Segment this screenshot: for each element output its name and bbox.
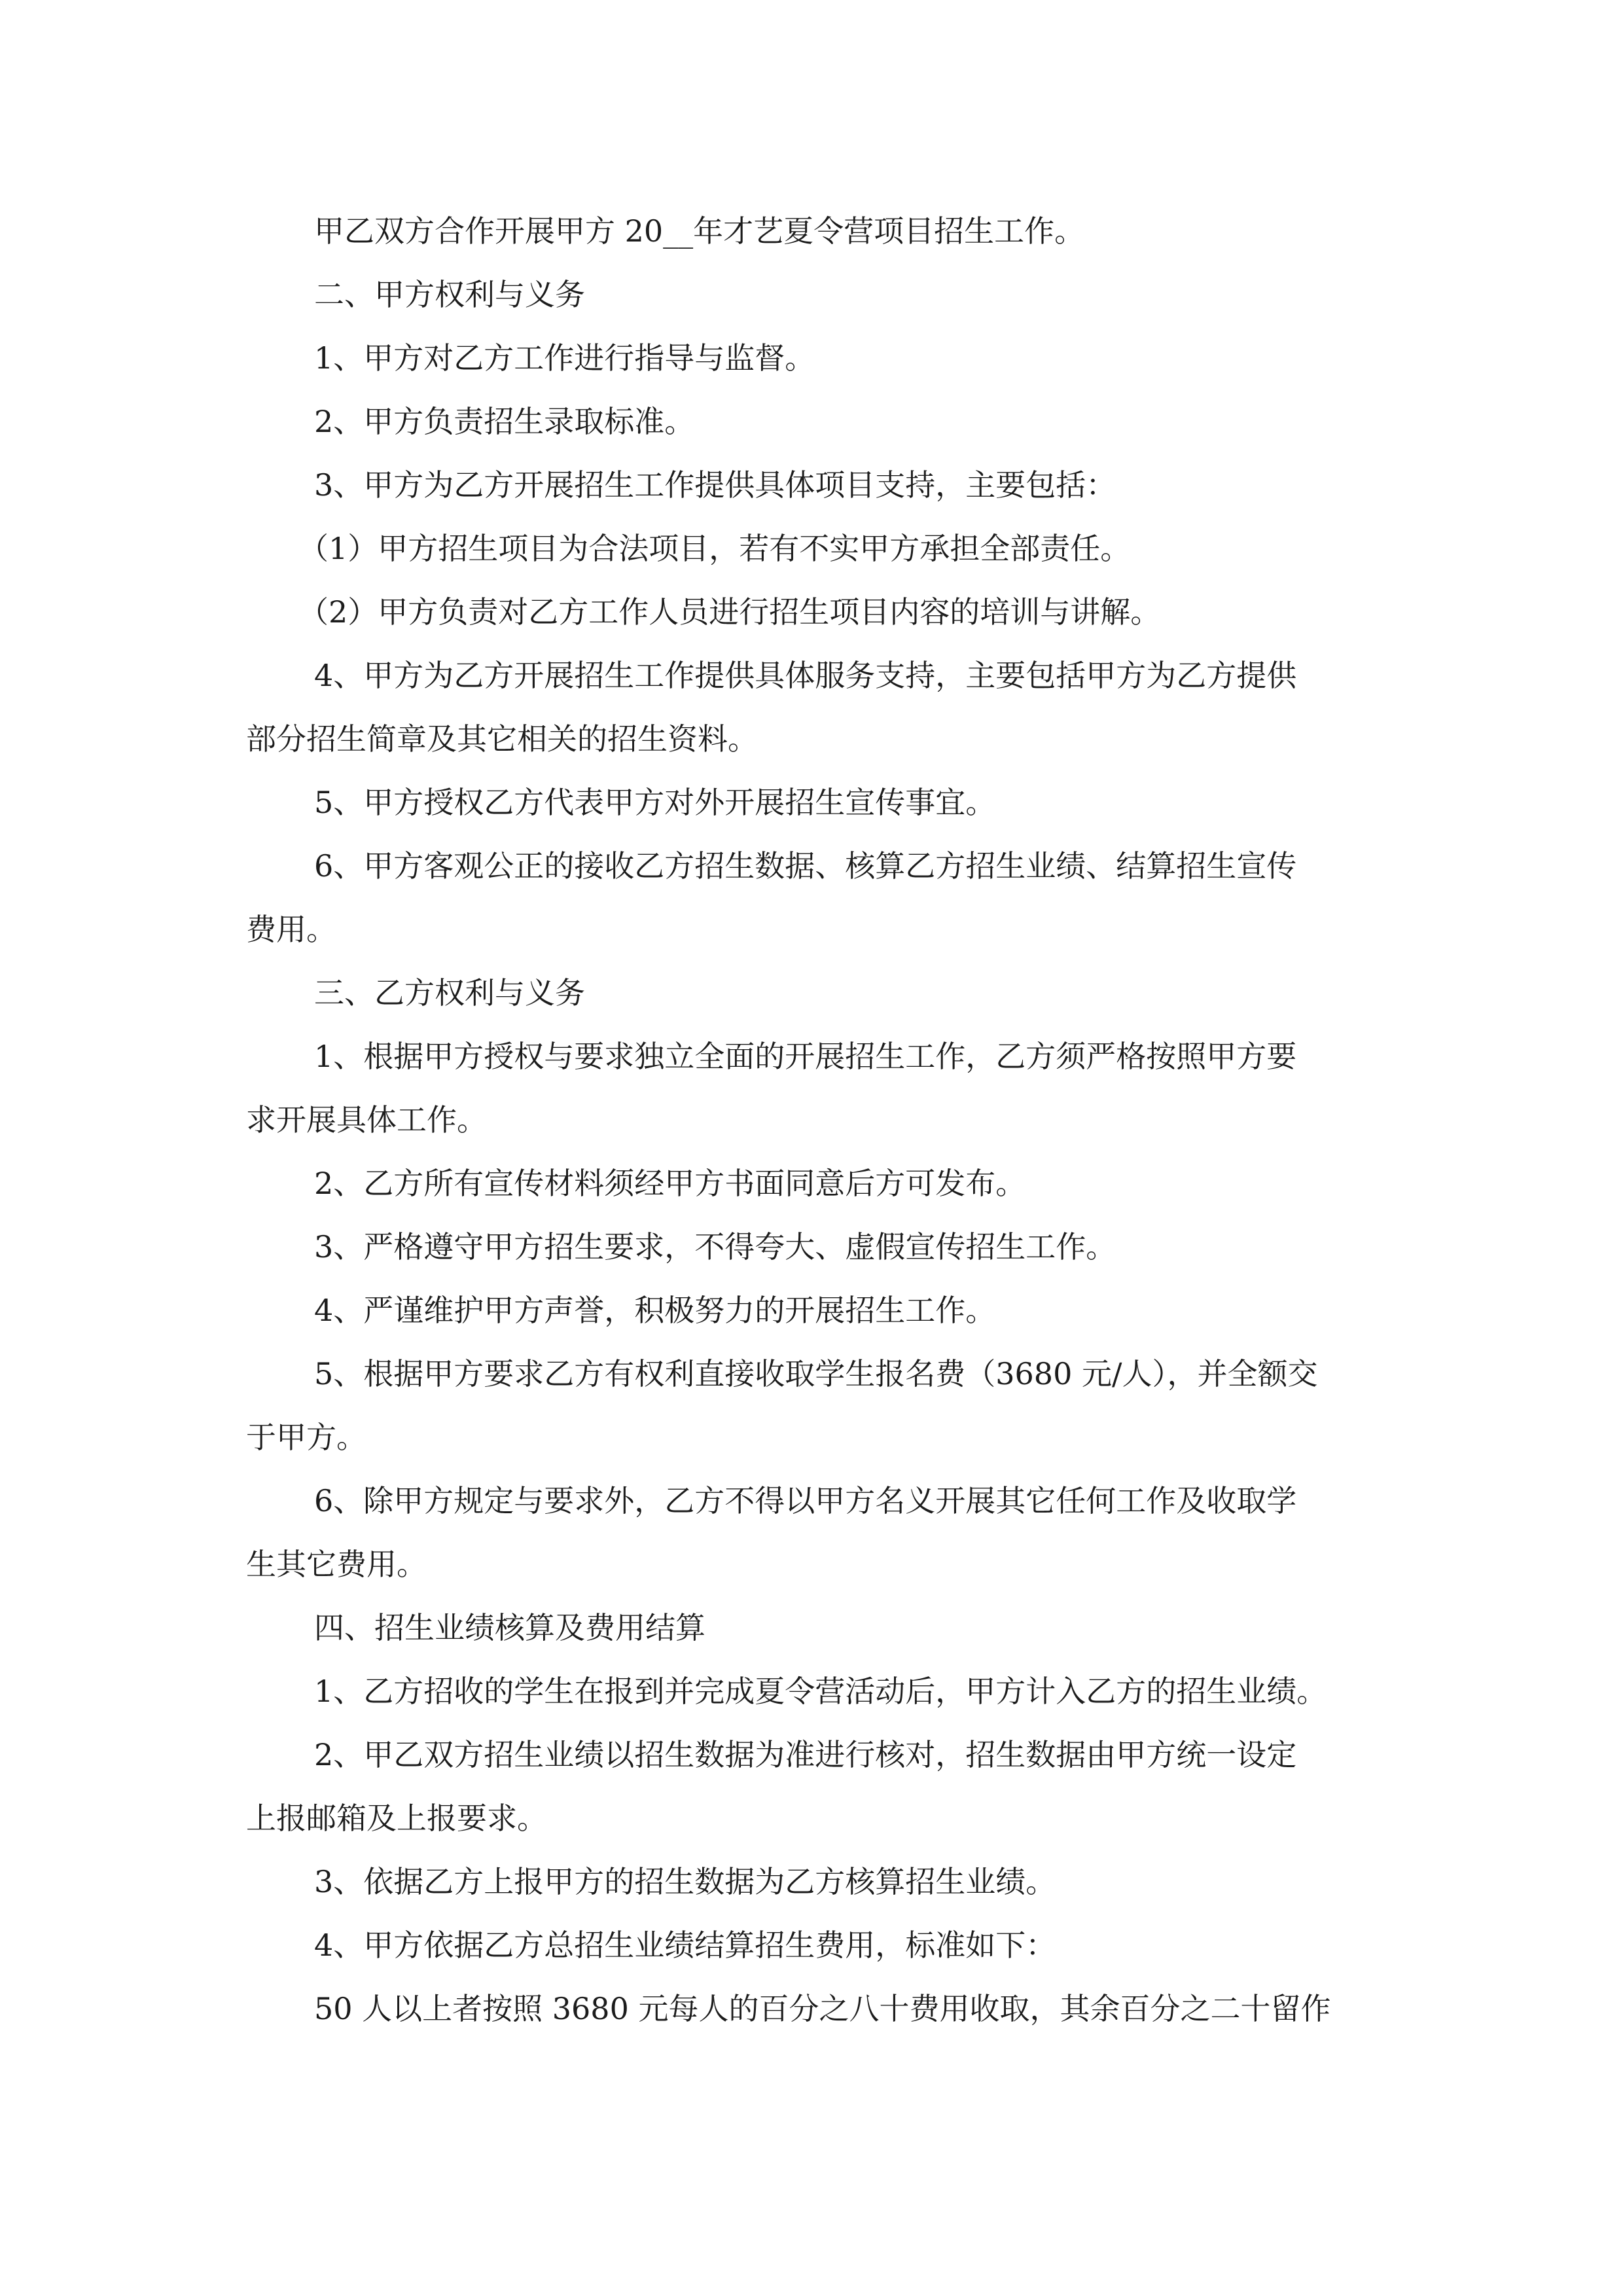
section-heading-party-a-rights: 二、甲方权利与义务: [314, 277, 585, 312]
clause-b-6-line-1: 6、除甲方规定与要求外，乙方不得以甲方名义开展其它任何工作及收取学: [314, 1483, 1297, 1518]
clause-a-1: 1、甲方对乙方工作进行指导与监督。: [314, 340, 815, 376]
clause-a-3-sub-2: （2）甲方负责对乙方工作人员进行招生项目内容的培训与讲解。: [298, 594, 1161, 630]
clause-b-5-line-1: 5、根据甲方要求乙方有权利直接收取学生报名费（3680 元/人），并全额交: [314, 1356, 1318, 1391]
clause-b-1-line-1: 1、根据甲方授权与要求独立全面的开展招生工作，乙方须严格按照甲方要: [314, 1039, 1297, 1074]
clause-c-4-standard: 50 人以上者按照 3680 元每人的百分之八十费用收取，其余百分之二十留作: [314, 1991, 1331, 2026]
clause-a-4-line-1: 4、甲方为乙方开展招生工作提供具体服务支持，主要包括甲方为乙方提供: [314, 658, 1297, 693]
clause-a-2: 2、甲方负责招生录取标准。: [314, 404, 695, 439]
clause-a-3: 3、甲方为乙方开展招生工作提供具体项目支持，主要包括：: [314, 467, 1116, 503]
clause-a-3-sub-1: （1）甲方招生项目为合法项目，若有不实甲方承担全部责任。: [298, 531, 1131, 566]
clause-a-5: 5、甲方授权乙方代表甲方对外开展招生宣传事宜。: [314, 785, 996, 820]
clause-b-4: 4、严谨维护甲方声誉，积极努力的开展招生工作。: [314, 1293, 996, 1328]
clause-a-6-line-1: 6、甲方客观公正的接收乙方招生数据、核算乙方招生业绩、结算招生宣传: [314, 848, 1297, 884]
paragraph-intro: 甲乙双方合作开展甲方 20__年才艺夏令营项目招生工作。: [314, 213, 1085, 249]
clause-c-3: 3、依据乙方上报甲方的招生数据为乙方核算招生业绩。: [314, 1864, 1056, 1899]
clause-a-6-line-2: 费用。: [246, 912, 336, 947]
clause-b-5-line-2: 于甲方。: [246, 1420, 366, 1455]
clause-b-3: 3、严格遵守甲方招生要求，不得夸大、虚假宣传招生工作。: [314, 1229, 1116, 1265]
clause-c-2-line-1: 2、甲乙双方招生业绩以招生数据为准进行核对，招生数据由甲方统一设定: [314, 1737, 1297, 1772]
document-body: [246, 200, 1382, 2041]
clause-c-2-line-2: 上报邮箱及上报要求。: [246, 1801, 547, 1836]
clause-b-1-line-2: 求开展具体工作。: [246, 1102, 487, 1138]
clause-a-4-line-2: 部分招生简章及其它相关的招生资料。: [246, 721, 758, 757]
clause-c-1: 1、乙方招收的学生在报到并完成夏令营活动后，甲方计入乙方的招生业绩。: [314, 1674, 1327, 1709]
clause-c-4: 4、甲方依据乙方总招生业绩结算招生费用，标准如下：: [314, 1928, 1056, 1963]
clause-b-2: 2、乙方所有宣传材料须经甲方书面同意后方可发布。: [314, 1166, 1026, 1201]
section-heading-party-b-rights: 三、乙方权利与义务: [314, 975, 585, 1011]
clause-b-6-line-2: 生其它费用。: [246, 1547, 427, 1582]
section-heading-settlement: 四、招生业绩核算及费用结算: [314, 1610, 705, 1645]
